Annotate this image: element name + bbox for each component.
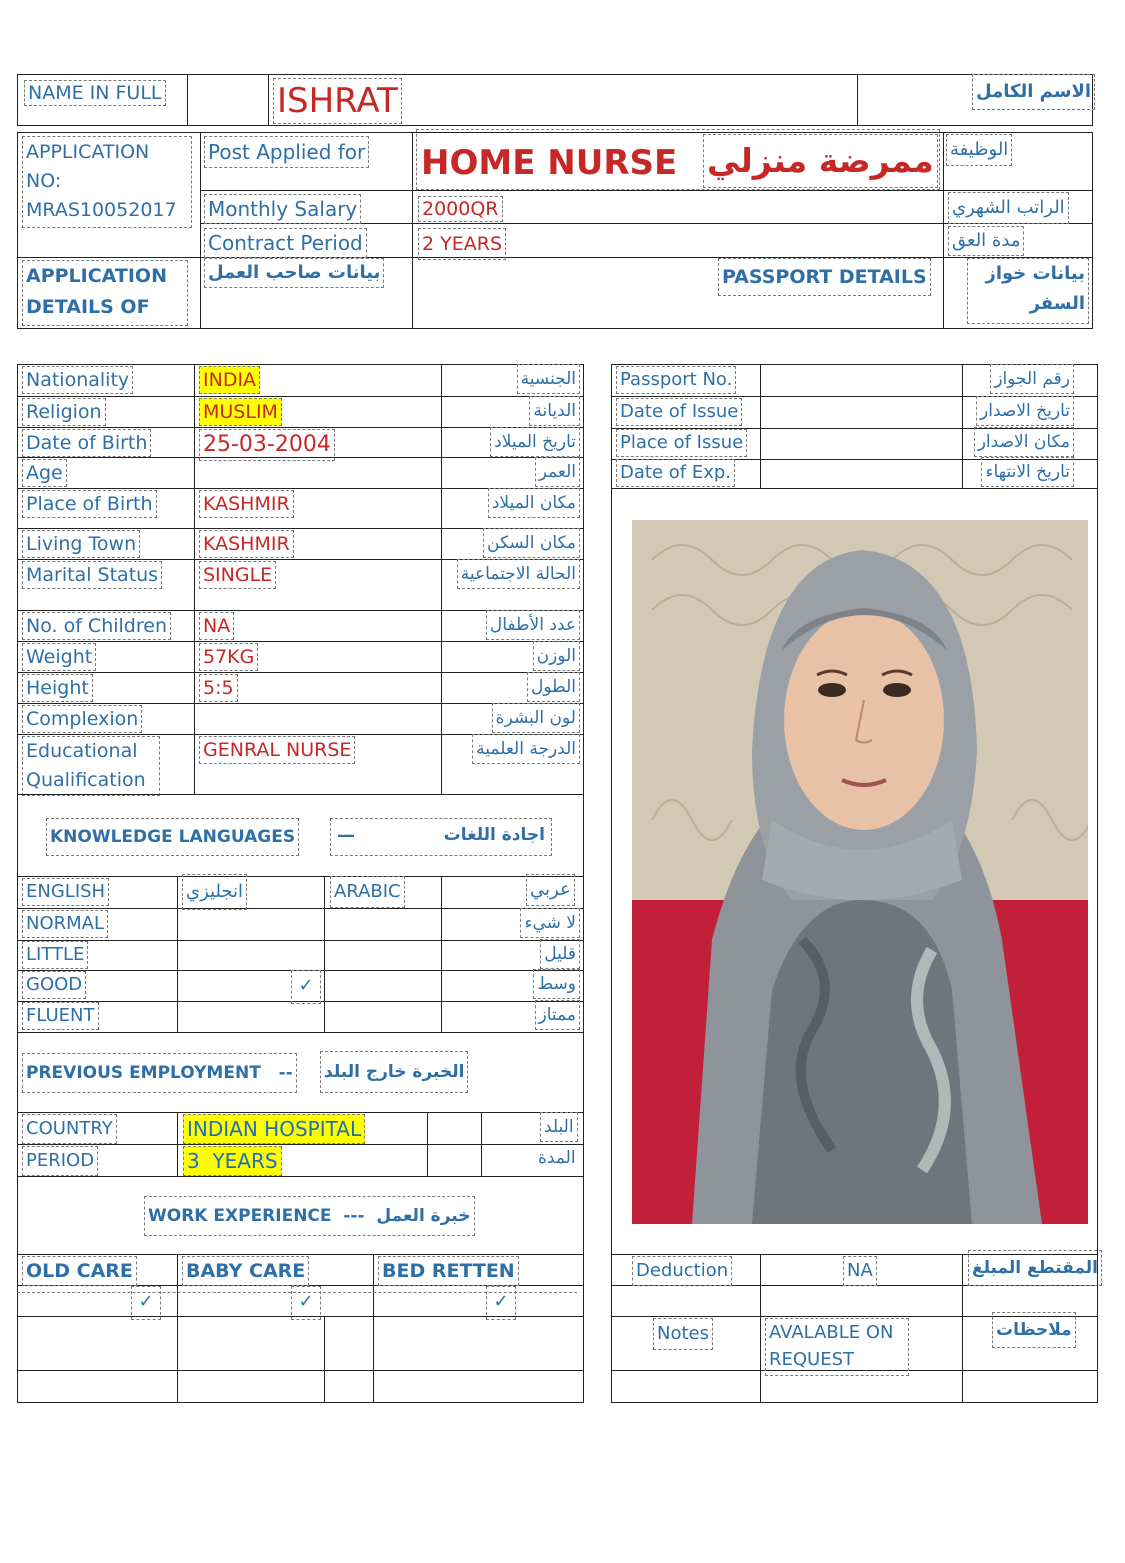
notes-value: AVALABLE ON REQUEST bbox=[765, 1318, 909, 1376]
personal-value: 57KG bbox=[199, 643, 258, 671]
deduction-value: NA bbox=[843, 1256, 877, 1286]
post-value-ar: ممرضة منزلي bbox=[703, 134, 938, 188]
application-details-label: APPLICATION DETAILS OF bbox=[22, 260, 188, 326]
old-care-check: ✓ bbox=[131, 1286, 161, 1320]
employer-details-ar: بيانات صاحب العمل bbox=[204, 258, 384, 288]
deduction-label: Deduction bbox=[632, 1256, 732, 1286]
experience-title-dash: --- bbox=[343, 1206, 365, 1226]
experience-title-ar: خبرة العمل bbox=[376, 1206, 471, 1226]
language-level-label: FLUENT bbox=[22, 1002, 99, 1030]
language-level-label-ar: ممتاز bbox=[535, 1000, 580, 1030]
language-level-label-ar: وسط bbox=[533, 969, 580, 999]
name-label: NAME IN FULL bbox=[24, 80, 166, 106]
photo-illustration bbox=[632, 520, 1088, 1224]
language-arabic-ar: عربي bbox=[526, 874, 575, 906]
personal-label-ar: مكان السكن bbox=[483, 528, 580, 558]
personal-label: Complexion bbox=[22, 705, 142, 733]
language-level-label: GOOD bbox=[22, 971, 86, 999]
languages-title: KNOWLEDGE LANGUAGES bbox=[46, 818, 299, 856]
period-value: 3 YEARS bbox=[183, 1146, 282, 1176]
languages-title-dash: — bbox=[337, 825, 355, 846]
contract-value: 2 YEARS bbox=[418, 228, 506, 260]
personal-label: Weight bbox=[22, 643, 96, 671]
salary-label: Monthly Salary bbox=[204, 194, 361, 224]
personal-label: Age bbox=[22, 459, 67, 487]
salary-value: 2000QR bbox=[418, 196, 503, 222]
personal-value: NA bbox=[199, 612, 234, 640]
personal-label: Marital Status bbox=[22, 561, 162, 589]
passport-label: Date of Exp. bbox=[616, 459, 735, 487]
language-arabic: ARABIC bbox=[330, 876, 405, 908]
personal-label-ar: العمر bbox=[535, 457, 580, 487]
post-label-ar: الوظيفة bbox=[946, 134, 1012, 166]
personal-value: 25-03-2004 bbox=[199, 429, 335, 461]
experience-old-care: OLD CARE bbox=[22, 1256, 137, 1286]
passport-label-ar: تاريخ الانتهاء bbox=[981, 457, 1074, 487]
country-value: INDIAN HOSPITAL bbox=[183, 1114, 365, 1144]
bed-retten-check: ✓ bbox=[486, 1286, 516, 1320]
personal-label: Height bbox=[22, 674, 93, 702]
employment-title-dash: -- bbox=[278, 1063, 293, 1083]
language-level-label: NORMAL bbox=[22, 910, 108, 938]
experience-title: WORK EXPERIENCE --- خبرة العمل bbox=[144, 1196, 475, 1236]
country-label: COUNTRY bbox=[22, 1114, 117, 1144]
employment-title-ar: الخبرة خارج البلد bbox=[320, 1051, 468, 1093]
period-label: PERIOD bbox=[22, 1146, 98, 1176]
name-label-ar: الاسم الكامل bbox=[972, 74, 1095, 110]
personal-value: INDIA bbox=[199, 366, 260, 394]
languages-title-box bbox=[330, 818, 552, 856]
personal-label-ar: الحالة الاجتماعية bbox=[457, 559, 580, 589]
period-label-ar: المدة bbox=[538, 1148, 576, 1168]
notes-label-ar: ملاحظات bbox=[992, 1312, 1076, 1348]
personal-label: Date of Birth bbox=[22, 429, 151, 457]
personal-label: No. of Children bbox=[22, 612, 171, 640]
personal-value: SINGLE bbox=[199, 561, 276, 589]
deduction-label-ar: المقتطع المبلغ bbox=[968, 1250, 1102, 1286]
contract-label-ar: مدة العق bbox=[948, 226, 1024, 256]
personal-value: KASHMIR bbox=[199, 490, 294, 518]
personal-label-ar: الطول bbox=[527, 672, 580, 702]
english-good-check: ✓ bbox=[291, 970, 321, 1004]
personal-label: Religion bbox=[22, 398, 106, 426]
personal-value: MUSLIM bbox=[199, 398, 282, 426]
passport-label: Date of Issue bbox=[616, 398, 742, 426]
baby-care-check: ✓ bbox=[291, 1286, 321, 1320]
passport-label-ar: مكان الاصدار bbox=[974, 427, 1074, 457]
passport-label: Place of Issue bbox=[616, 429, 747, 457]
passport-label-ar: تاريخ الاصدار bbox=[976, 396, 1074, 426]
passport-label-ar: رقم الجواز bbox=[990, 364, 1074, 394]
language-level-label: LITTLE bbox=[22, 941, 88, 969]
notes-label: Notes bbox=[653, 1318, 713, 1350]
employment-title: PREVIOUS EMPLOYMENT -- bbox=[22, 1053, 297, 1093]
languages-title-ar: اجادة اللغات bbox=[443, 825, 545, 845]
name-value: ISHRAT bbox=[273, 78, 402, 124]
language-level-label-ar: قليل bbox=[540, 939, 580, 969]
personal-label-ar: لون البشرة bbox=[492, 703, 580, 733]
personal-label: Educational Qualification bbox=[22, 736, 160, 796]
salary-label-ar: الراتب الشهري bbox=[948, 192, 1069, 224]
personal-label-ar: الديانة bbox=[529, 396, 580, 426]
personal-label: Living Town bbox=[22, 530, 140, 558]
application-no-value: MRAS10052017 bbox=[26, 199, 177, 221]
post-value: HOME NURSE bbox=[421, 143, 678, 183]
experience-baby-care: BABY CARE bbox=[182, 1256, 309, 1286]
personal-label-ar: تاريخ الميلاد bbox=[490, 427, 580, 457]
language-english: ENGLISH bbox=[22, 878, 109, 906]
personal-label-ar: الدرجة العلمية bbox=[472, 734, 580, 764]
passport-details-ar: بيانات خواز السفر bbox=[967, 258, 1089, 324]
personal-label-ar: الجنسية bbox=[517, 364, 580, 394]
country-label-ar: البلد bbox=[540, 1112, 578, 1142]
post-label: Post Applied for bbox=[204, 136, 369, 168]
personal-label-ar: مكان الميلاد bbox=[488, 488, 580, 518]
personal-value: KASHMIR bbox=[199, 530, 294, 558]
language-english-ar: انجليزي bbox=[182, 874, 247, 910]
header-table bbox=[17, 74, 1093, 126]
language-level-label-ar: لا شيء bbox=[520, 908, 580, 938]
personal-value: GENRAL NURSE bbox=[199, 736, 355, 764]
personal-label: Place of Birth bbox=[22, 490, 157, 518]
experience-bed-retten: BED RETTEN bbox=[378, 1256, 519, 1286]
contract-label: Contract Period bbox=[204, 228, 367, 258]
personal-label: Nationality bbox=[22, 366, 133, 394]
personal-value: 5:5 bbox=[199, 674, 238, 702]
personal-label-ar: الوزن bbox=[533, 641, 580, 671]
passport-details-label: PASSPORT DETAILS bbox=[718, 258, 931, 296]
applicant-photo bbox=[632, 520, 1088, 1224]
passport-label: Passport No. bbox=[616, 366, 736, 394]
personal-label-ar: عدد الأطفال bbox=[486, 610, 580, 640]
application-no-label: APPLICATION NO: MRAS10052017 bbox=[22, 136, 192, 228]
